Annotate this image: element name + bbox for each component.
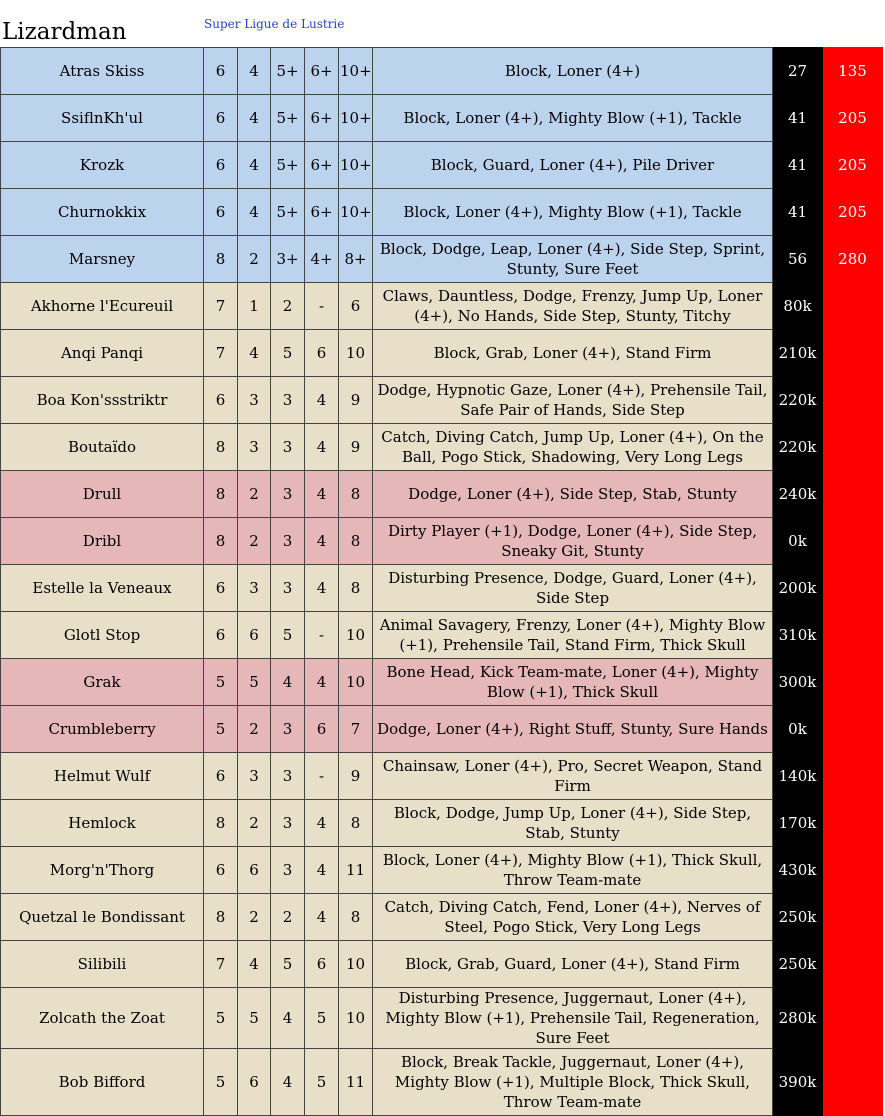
- cell-ag: 3: [271, 518, 305, 565]
- cell-cost: 27: [773, 48, 823, 95]
- cell-st: 4: [238, 95, 271, 142]
- table-row: [1, 142, 883, 189]
- cell-ma: 8: [204, 236, 238, 283]
- cell-name: Boa Kon'ssstriktr: [1, 377, 204, 424]
- cell-ag: 3: [271, 471, 305, 518]
- cell-ma: 8: [204, 518, 238, 565]
- cell-av: 8: [339, 518, 373, 565]
- cell-name: Krozk: [1, 142, 204, 189]
- cell-ma: 7: [204, 330, 238, 377]
- cell-extra: [823, 471, 883, 518]
- cell-ag: 5+: [271, 95, 305, 142]
- cell-st: 2: [238, 236, 271, 283]
- cell-skills: Block, Loner (4+), Mighty Blow (+1), Tackle: [373, 189, 773, 236]
- cell-name: Glotl Stop: [1, 612, 204, 659]
- cell-cost: 41: [773, 95, 823, 142]
- cell-st: 2: [238, 518, 271, 565]
- cell-name: Morg'n'Thorg: [1, 847, 204, 894]
- cell-pa: 5: [305, 1049, 339, 1116]
- cell-extra: [823, 565, 883, 612]
- cell-pa: 4: [305, 659, 339, 706]
- cell-pa: 6+: [305, 189, 339, 236]
- cell-cost: 80k: [773, 283, 823, 330]
- cell-av: 10: [339, 988, 373, 1049]
- cell-av: 8+: [339, 236, 373, 283]
- cell-skills: Bone Head, Kick Team-mate, Loner (4+), Mighty Blow (+1), Thick Skull: [373, 659, 773, 706]
- cell-extra: [823, 894, 883, 941]
- table-row: [1, 189, 883, 236]
- cell-av: 10+: [339, 142, 373, 189]
- cell-ma: 6: [204, 565, 238, 612]
- cell-av: 11: [339, 847, 373, 894]
- cell-pa: -: [305, 283, 339, 330]
- cell-pa: 4+: [305, 236, 339, 283]
- cell-skills: Block, Loner (4+), Mighty Blow (+1), Tackle: [373, 95, 773, 142]
- cell-extra: [823, 659, 883, 706]
- cell-ag: 5: [271, 330, 305, 377]
- cell-av: 10: [339, 612, 373, 659]
- cell-pa: 4: [305, 800, 339, 847]
- cell-cost: 210k: [773, 330, 823, 377]
- cell-ma: 5: [204, 659, 238, 706]
- cell-av: 10+: [339, 95, 373, 142]
- cell-ag: 5+: [271, 189, 305, 236]
- cell-st: 6: [238, 612, 271, 659]
- table-row: [1, 659, 883, 706]
- cell-ag: 3: [271, 706, 305, 753]
- cell-st: 2: [238, 471, 271, 518]
- cell-skills: Dodge, Loner (4+), Side Step, Stab, Stunty: [373, 471, 773, 518]
- cell-cost: 240k: [773, 471, 823, 518]
- cell-skills: Block, Break Tackle, Juggernaut, Loner (4+), Mighty Blow (+1), Multiple Block, Thick Skull, Throw Team-mate: [373, 1049, 773, 1116]
- table-row: [1, 283, 883, 330]
- table-row: [1, 518, 883, 565]
- cell-ag: 5+: [271, 48, 305, 95]
- cell-extra: [823, 706, 883, 753]
- cell-st: 2: [238, 706, 271, 753]
- cell-st: 4: [238, 48, 271, 95]
- cell-extra: 205: [823, 95, 883, 142]
- cell-ag: 4: [271, 1049, 305, 1116]
- table-row: [1, 95, 883, 142]
- cell-ma: 6: [204, 189, 238, 236]
- cell-ag: 4: [271, 659, 305, 706]
- cell-st: 5: [238, 659, 271, 706]
- cell-av: 8: [339, 471, 373, 518]
- cell-skills: Disturbing Presence, Juggernaut, Loner (4+), Mighty Blow (+1), Prehensile Tail, Regeneration, Sure Feet: [373, 988, 773, 1049]
- cell-name: Zolcath the Zoat: [1, 988, 204, 1049]
- cell-ma: 7: [204, 283, 238, 330]
- cell-pa: 6: [305, 941, 339, 988]
- cell-extra: [823, 377, 883, 424]
- cell-cost: 220k: [773, 377, 823, 424]
- cell-ag: 3: [271, 377, 305, 424]
- cell-cost: 0k: [773, 518, 823, 565]
- players-table: [0, 47, 883, 1116]
- cell-st: 3: [238, 424, 271, 471]
- table-row: [1, 800, 883, 847]
- cell-st: 3: [238, 565, 271, 612]
- cell-extra: [823, 518, 883, 565]
- cell-name: Hemlock: [1, 800, 204, 847]
- cell-name: Bob Bifford: [1, 1049, 204, 1116]
- cell-cost: 56: [773, 236, 823, 283]
- cell-ma: 5: [204, 1049, 238, 1116]
- cell-av: 9: [339, 753, 373, 800]
- cell-name: Akhorne l'Ecureuil: [1, 283, 204, 330]
- cell-st: 3: [238, 377, 271, 424]
- cell-extra: [823, 424, 883, 471]
- table-row: [1, 753, 883, 800]
- cell-name: Grak: [1, 659, 204, 706]
- cell-ag: 5: [271, 941, 305, 988]
- cell-st: 6: [238, 847, 271, 894]
- cell-name: Boutaïdo: [1, 424, 204, 471]
- cell-av: 10: [339, 330, 373, 377]
- cell-cost: 280k: [773, 988, 823, 1049]
- cell-cost: 250k: [773, 894, 823, 941]
- cell-cost: 200k: [773, 565, 823, 612]
- cell-name: Crumbleberry: [1, 706, 204, 753]
- cell-av: 10+: [339, 48, 373, 95]
- cell-skills: Catch, Diving Catch, Fend, Loner (4+), Nerves of Steel, Pogo Stick, Very Long Legs: [373, 894, 773, 941]
- cell-extra: 205: [823, 142, 883, 189]
- cell-skills: Chainsaw, Loner (4+), Pro, Secret Weapon, Stand Firm: [373, 753, 773, 800]
- cell-pa: 4: [305, 894, 339, 941]
- table-row: [1, 894, 883, 941]
- cell-pa: 6+: [305, 142, 339, 189]
- cell-extra: 205: [823, 189, 883, 236]
- cell-av: 6: [339, 283, 373, 330]
- cell-st: 4: [238, 189, 271, 236]
- cell-st: 2: [238, 894, 271, 941]
- cell-ma: 6: [204, 48, 238, 95]
- table-row: [1, 565, 883, 612]
- cell-extra: [823, 753, 883, 800]
- table-row: [1, 424, 883, 471]
- cell-extra: [823, 283, 883, 330]
- cell-skills: Block, Loner (4+), Mighty Blow (+1), Thick Skull, Throw Team-mate: [373, 847, 773, 894]
- table-row: [1, 1049, 883, 1116]
- cell-ma: 6: [204, 377, 238, 424]
- cell-ag: 3: [271, 565, 305, 612]
- cell-skills: Dodge, Loner (4+), Right Stuff, Stunty, Sure Hands: [373, 706, 773, 753]
- cell-ag: 5+: [271, 142, 305, 189]
- cell-ma: 8: [204, 471, 238, 518]
- cell-name: Anqi Panqi: [1, 330, 204, 377]
- cell-pa: -: [305, 753, 339, 800]
- cell-ma: 6: [204, 753, 238, 800]
- cell-pa: 4: [305, 565, 339, 612]
- cell-ma: 8: [204, 894, 238, 941]
- cell-av: 7: [339, 706, 373, 753]
- cell-extra: [823, 800, 883, 847]
- cell-cost: 0k: [773, 706, 823, 753]
- cell-name: SsiflnKh'ul: [1, 95, 204, 142]
- cell-cost: 41: [773, 142, 823, 189]
- cell-extra: [823, 941, 883, 988]
- table-row: [1, 612, 883, 659]
- cell-name: Helmut Wulf: [1, 753, 204, 800]
- cell-pa: 6+: [305, 95, 339, 142]
- cell-ag: 3: [271, 800, 305, 847]
- cell-pa: 4: [305, 471, 339, 518]
- cell-cost: 170k: [773, 800, 823, 847]
- cell-name: Estelle la Veneaux: [1, 565, 204, 612]
- cell-ma: 5: [204, 988, 238, 1049]
- cell-extra: [823, 330, 883, 377]
- table-row: [1, 471, 883, 518]
- cell-ag: 5: [271, 612, 305, 659]
- cell-skills: Disturbing Presence, Dodge, Guard, Loner (4+), Side Step: [373, 565, 773, 612]
- cell-pa: 4: [305, 847, 339, 894]
- page-title: Lizardman: [2, 19, 127, 45]
- cell-name: Quetzal le Bondissant: [1, 894, 204, 941]
- cell-st: 2: [238, 800, 271, 847]
- table-row: [1, 330, 883, 377]
- cell-cost: 140k: [773, 753, 823, 800]
- table-row: [1, 706, 883, 753]
- cell-cost: 220k: [773, 424, 823, 471]
- cell-st: 6: [238, 1049, 271, 1116]
- cell-av: 10: [339, 941, 373, 988]
- cell-name: Marsney: [1, 236, 204, 283]
- cell-cost: 390k: [773, 1049, 823, 1116]
- cell-st: 4: [238, 941, 271, 988]
- cell-ag: 3: [271, 753, 305, 800]
- cell-ag: 3: [271, 424, 305, 471]
- cell-av: 10+: [339, 189, 373, 236]
- cell-extra: [823, 988, 883, 1049]
- cell-pa: 6: [305, 706, 339, 753]
- page-subtitle: Super Ligue de Lustrie: [204, 17, 345, 31]
- cell-skills: Block, Dodge, Leap, Loner (4+), Side Step, Sprint, Stunty, Sure Feet: [373, 236, 773, 283]
- cell-ag: 2: [271, 894, 305, 941]
- table-row: [1, 377, 883, 424]
- cell-av: 9: [339, 424, 373, 471]
- cell-extra: 280: [823, 236, 883, 283]
- cell-skills: Dodge, Hypnotic Gaze, Loner (4+), Prehensile Tail, Safe Pair of Hands, Side Step: [373, 377, 773, 424]
- cell-st: 1: [238, 283, 271, 330]
- cell-name: Silibili: [1, 941, 204, 988]
- cell-pa: 4: [305, 377, 339, 424]
- cell-st: 5: [238, 988, 271, 1049]
- table-row: [1, 48, 883, 95]
- cell-cost: 41: [773, 189, 823, 236]
- cell-pa: 4: [305, 424, 339, 471]
- cell-ag: 2: [271, 283, 305, 330]
- cell-skills: Block, Dodge, Jump Up, Loner (4+), Side Step, Stab, Stunty: [373, 800, 773, 847]
- cell-av: 8: [339, 894, 373, 941]
- cell-cost: 300k: [773, 659, 823, 706]
- cell-name: Drull: [1, 471, 204, 518]
- cell-ma: 6: [204, 612, 238, 659]
- cell-ma: 6: [204, 142, 238, 189]
- cell-ma: 8: [204, 800, 238, 847]
- cell-ma: 6: [204, 847, 238, 894]
- cell-cost: 430k: [773, 847, 823, 894]
- cell-ma: 5: [204, 706, 238, 753]
- cell-av: 10: [339, 659, 373, 706]
- cell-av: 11: [339, 1049, 373, 1116]
- cell-cost: 250k: [773, 941, 823, 988]
- cell-skills: Block, Grab, Loner (4+), Stand Firm: [373, 330, 773, 377]
- cell-name: Dribl: [1, 518, 204, 565]
- table-row: [1, 941, 883, 988]
- cell-pa: 6+: [305, 48, 339, 95]
- cell-skills: Animal Savagery, Frenzy, Loner (4+), Mighty Blow (+1), Prehensile Tail, Stand Firm, Thick Skull: [373, 612, 773, 659]
- cell-extra: [823, 847, 883, 894]
- cell-ma: 7: [204, 941, 238, 988]
- cell-name: Churnokkix: [1, 189, 204, 236]
- cell-skills: Dirty Player (+1), Dodge, Loner (4+), Side Step, Sneaky Git, Stunty: [373, 518, 773, 565]
- cell-st: 4: [238, 142, 271, 189]
- cell-st: 4: [238, 330, 271, 377]
- cell-skills: Catch, Diving Catch, Jump Up, Loner (4+), On the Ball, Pogo Stick, Shadowing, Very Long Legs: [373, 424, 773, 471]
- cell-cost: 310k: [773, 612, 823, 659]
- cell-av: 9: [339, 377, 373, 424]
- cell-pa: 4: [305, 518, 339, 565]
- cell-name: Atras Skiss: [1, 48, 204, 95]
- cell-skills: Block, Grab, Guard, Loner (4+), Stand Firm: [373, 941, 773, 988]
- cell-extra: [823, 612, 883, 659]
- cell-pa: 5: [305, 988, 339, 1049]
- table-row: [1, 236, 883, 283]
- cell-st: 3: [238, 753, 271, 800]
- cell-ag: 3+: [271, 236, 305, 283]
- cell-extra: [823, 1049, 883, 1116]
- cell-skills: Block, Loner (4+): [373, 48, 773, 95]
- table-row: [1, 847, 883, 894]
- cell-av: 8: [339, 565, 373, 612]
- cell-ag: 3: [271, 847, 305, 894]
- cell-skills: Block, Guard, Loner (4+), Pile Driver: [373, 142, 773, 189]
- cell-extra: 135: [823, 48, 883, 95]
- cell-ag: 4: [271, 988, 305, 1049]
- cell-av: 8: [339, 800, 373, 847]
- table-row: [1, 988, 883, 1049]
- cell-pa: -: [305, 612, 339, 659]
- cell-ma: 8: [204, 424, 238, 471]
- cell-pa: 6: [305, 330, 339, 377]
- cell-skills: Claws, Dauntless, Dodge, Frenzy, Jump Up, Loner (4+), No Hands, Side Step, Stunty, Titchy: [373, 283, 773, 330]
- cell-ma: 6: [204, 95, 238, 142]
